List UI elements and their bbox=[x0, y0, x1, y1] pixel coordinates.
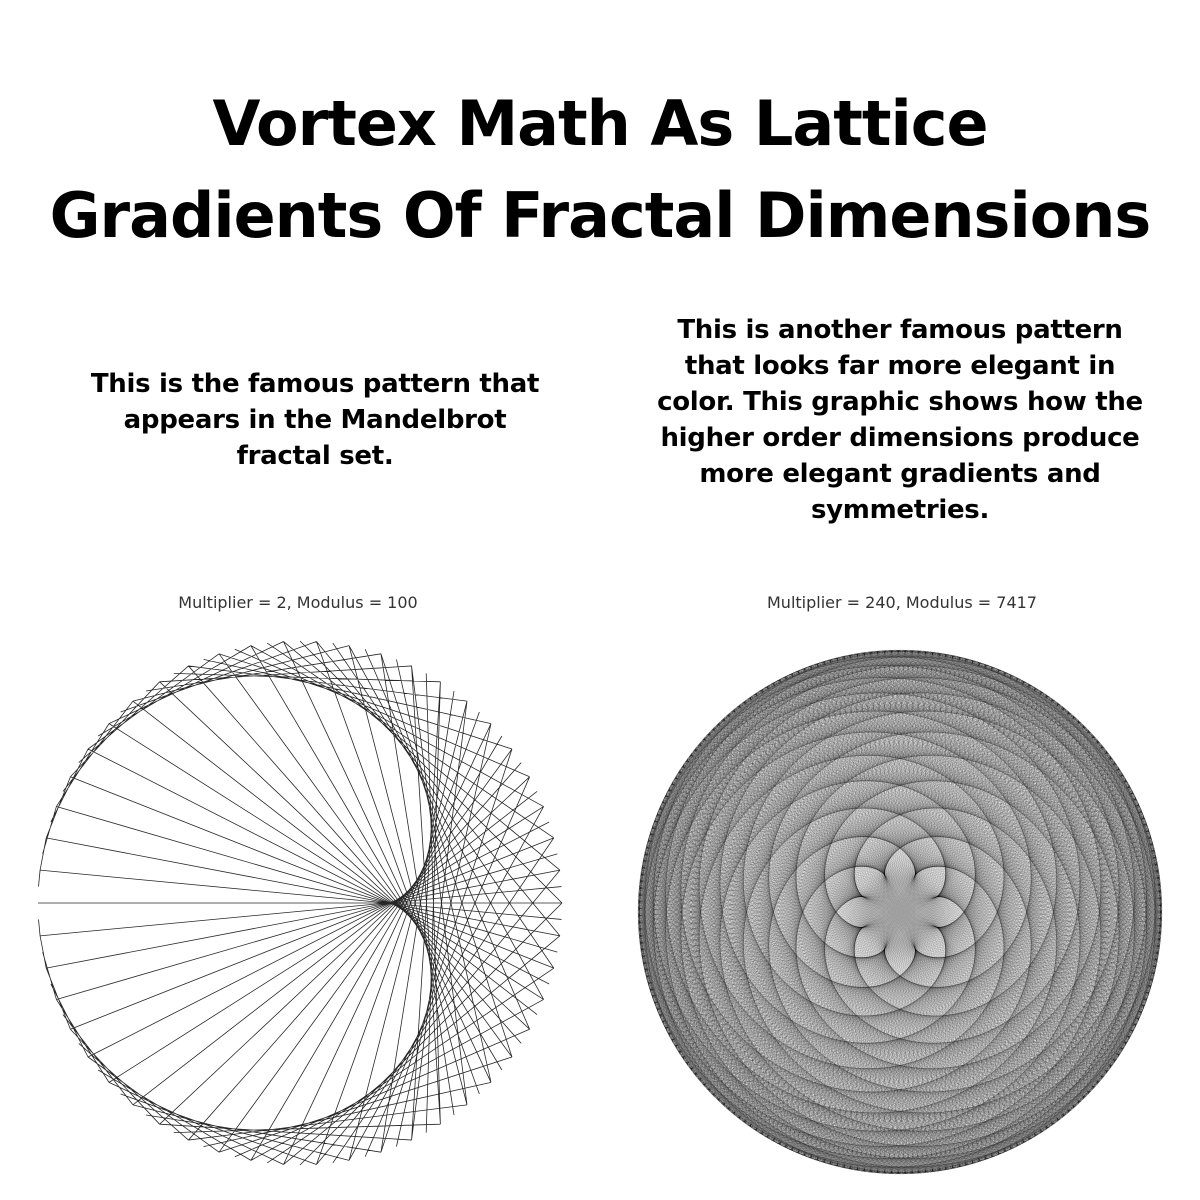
left-plot-label: Multiplier = 2, Modulus = 100 bbox=[178, 593, 418, 612]
page-title bbox=[0, 78, 1200, 262]
cardioid-lines bbox=[38, 641, 562, 1165]
title-line-2: Gradients Of Fractal Dimensions bbox=[49, 179, 1151, 252]
right-plot-label: Multiplier = 240, Modulus = 7417 bbox=[767, 593, 1037, 612]
vortex-chords bbox=[638, 650, 1162, 1174]
right-caption: This is another famous pattern that looks far more elegant in color. This graphic shows how the higher order dimensions produce more elegant gradients and symmetries. bbox=[657, 315, 1143, 525]
left-caption: This is the famous pattern that appears in the Mandelbrot fractal set. bbox=[90, 369, 540, 471]
cardioid-figure bbox=[20, 630, 580, 1190]
title-line-1: Vortex Math As Lattice bbox=[212, 87, 988, 160]
cardioid-chords bbox=[38, 641, 562, 1165]
vortex-lines bbox=[638, 650, 1162, 1174]
vortex-figure bbox=[620, 630, 1180, 1190]
